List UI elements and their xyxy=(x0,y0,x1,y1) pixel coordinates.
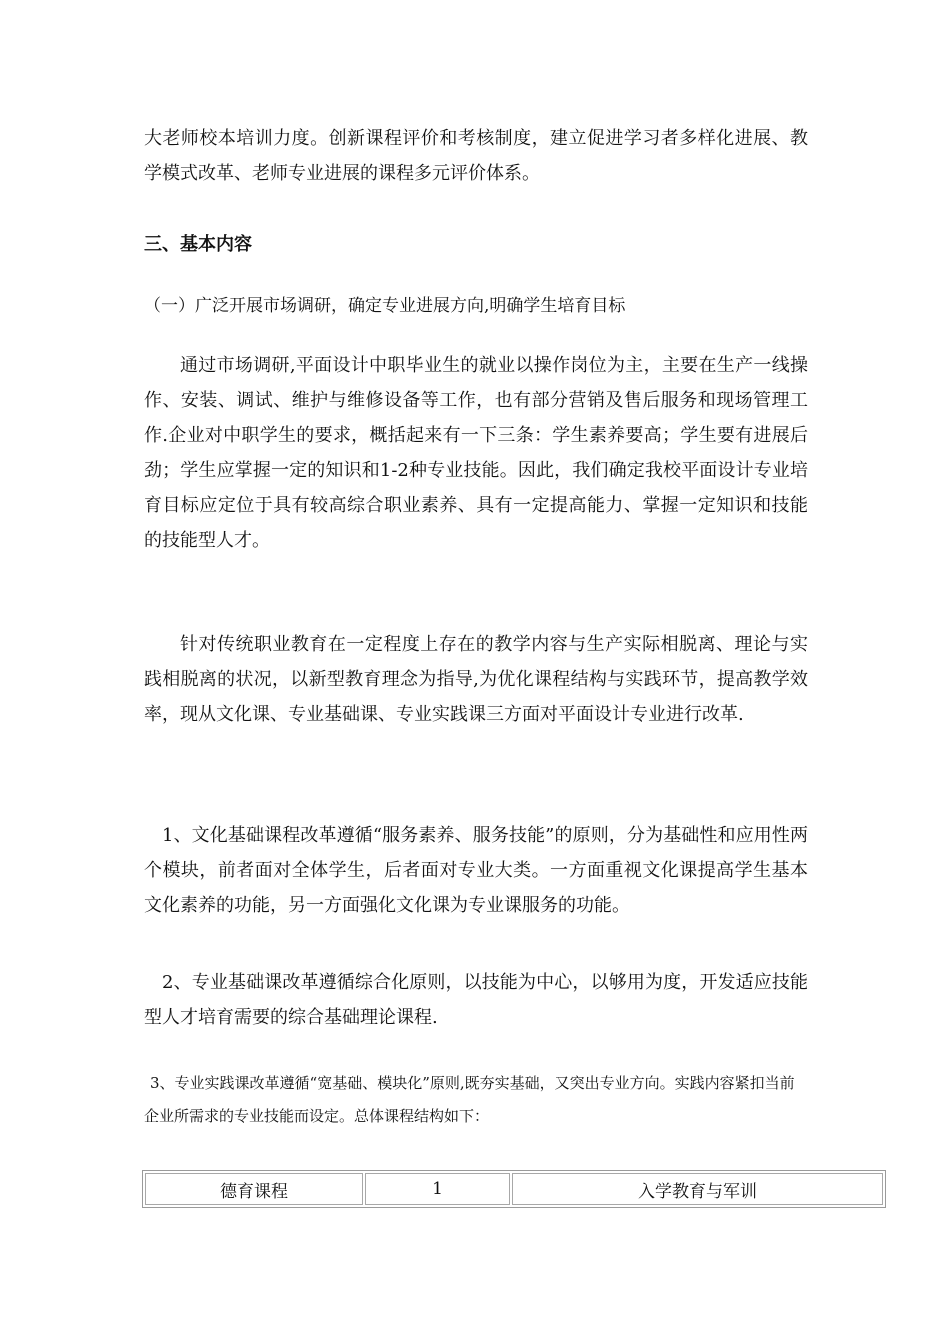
paragraph-market-research: 通过市场调研,平面设计中职毕业生的就业以操作岗位为主，主要在生产一线操作、安装、调试、维护与维修设备等工作，也有部分营销及售后服务和现场管理工作.企业对中职学生的要求，概括起来有一下三条：学生素养要高；学生要有进展后劲；学生应掌握一定的知识和1-2种专业技能。因此，我们确定我校平面设计专业培育目标应定位于具有较高综合职业素养、具有一定提高能力、掌握一定知识和技能的技能型人才。 xyxy=(144,355,808,551)
list-item-basic-course: 2、专业基础课改革遵循综合化原则，以技能为中心，以够用为度，开发适应技能型人才培育需要的综合基础理论课程. xyxy=(144,972,808,1028)
table-row xyxy=(145,1173,883,1205)
course-structure-table xyxy=(142,1170,886,1208)
subsection-heading: （一）广泛开展市场调研，确定专业进展方向,明确学生培育目标 xyxy=(144,296,626,316)
table-cell-course: 入学教育与军训 xyxy=(512,1173,883,1205)
paragraph-reform: 针对传统职业教育在一定程度上存在的教学内容与生产实际相脱离、理论与实践相脱离的状况，以新型教育理念为指导,为优化课程结构与实践环节，提高教学效率，现从文化课、专业基础课、专业实践课三方面对平面设计专业进行改革. xyxy=(144,634,808,725)
list-item-practice-course: 3、专业实践课改革遵循“宽基础、模块化”原则,既夯实基础，又突出专业方向。实践内容紧扣当前企业所需求的专业技能而设定。总体课程结构如下： xyxy=(144,1074,795,1125)
continued-paragraph: 大老师校本培训力度。创新课程评价和考核制度，建立促进学习者多样化进展、教学模式改革、老师专业进展的课程多元评价体系。 xyxy=(144,128,808,184)
table-cell-number: 1 xyxy=(365,1173,510,1205)
table-cell-category: 德育课程 xyxy=(145,1173,363,1205)
section-heading: 三、基本内容 xyxy=(144,234,252,255)
list-item-culture-course: 1、文化基础课程改革遵循“服务素养、服务技能”的原则，分为基础性和应用性两个模块，前者面对全体学生，后者面对专业大类。一方面重视文化课提高学生基本文化素养的功能，另一方面强化文化课为专业课服务的功能。 xyxy=(144,825,808,916)
